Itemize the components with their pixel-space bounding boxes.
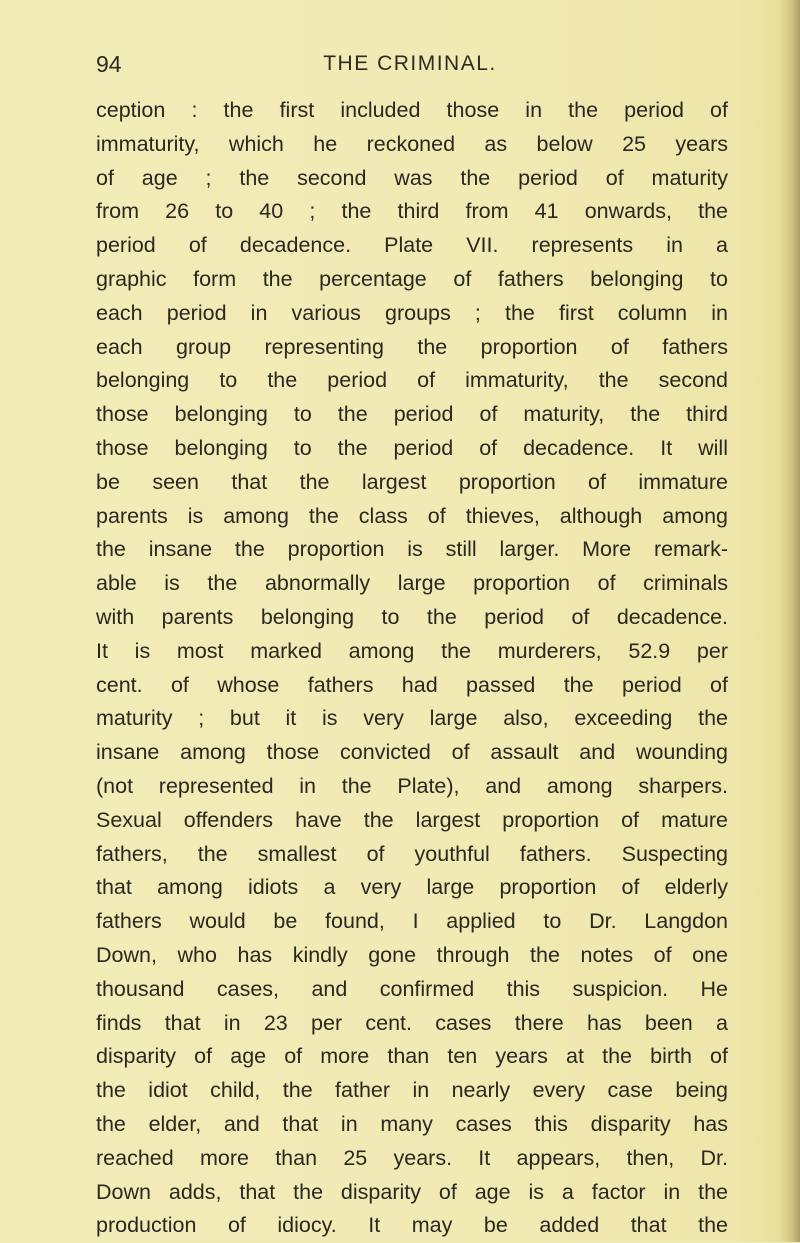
text-line: fathers would be found, I applied to Dr. Langdon — [96, 909, 728, 934]
text-line: production of idiocy. It may be added that the — [96, 1213, 728, 1238]
text-line: It is most marked among the murderers, 52.9 per — [96, 638, 728, 663]
page-header — [96, 48, 724, 88]
text-line: cent. of whose fathers had passed the period of — [96, 672, 728, 697]
text-line: period of decadence. Plate VII. represents in a — [96, 233, 728, 258]
text-line: from 26 to 40 ; the third from 41 onwards, the — [96, 199, 728, 224]
running-title: THE CRIMINAL. — [323, 52, 497, 75]
text-line: insane among those convicted of assault and wounding — [96, 740, 728, 765]
text-line: reached more than 25 years. It appears, then, Dr. — [96, 1145, 728, 1170]
text-line: those belonging to the period of maturity, the third — [96, 402, 728, 427]
text-line: graphic form the percentage of fathers belonging to — [96, 266, 728, 291]
text-line: finds that in 23 per cent. cases there has been a — [96, 1010, 728, 1035]
text-line: disparity of age of more than ten years at the birth of — [96, 1044, 728, 1069]
text-line: the idiot child, the father in nearly every case being — [96, 1078, 728, 1103]
text-line: belonging to the period of immaturity, the second — [96, 368, 728, 393]
text-line: be seen that the largest proportion of immature — [96, 469, 728, 494]
text-line: of age ; the second was the period of maturity — [96, 165, 728, 190]
text-line: (not represented in the Plate), and among sharpers. — [96, 773, 728, 798]
text-line: thousand cases, and confirmed this suspicion. He — [96, 976, 728, 1001]
text-line: ception : the first included those in the period of — [96, 98, 728, 122]
text-line: maturity ; but it is very large also, exceeding the — [96, 706, 728, 731]
text-line: Down, who has kindly gone through the notes of one — [96, 942, 728, 967]
text-line: with parents belonging to the period of decadence. — [96, 604, 728, 629]
body-text — [96, 94, 728, 1243]
text-line: Down adds, that the disparity of age is a factor in the — [96, 1179, 728, 1204]
text-line: parents is among the class of thieves, although among — [96, 503, 728, 528]
text-line: fathers, the smallest of youthful fathers. Suspecting — [96, 841, 728, 866]
text-line: each period in various groups ; the first column in — [96, 300, 728, 325]
page-edge-shadow — [778, 0, 800, 1242]
text-line: immaturity, which he reckoned as below 25 years — [96, 131, 728, 156]
text-line: the elder, and that in many cases this disparity has — [96, 1111, 728, 1136]
text-line: that among idiots a very large proportion of elderly — [96, 875, 728, 900]
text-line: Sexual offenders have the largest proportion of mature — [96, 807, 728, 832]
page-number: 94 — [96, 51, 122, 77]
text-line: each group representing the proportion of fathers — [96, 334, 728, 359]
text-line: able is the abnormally large proportion of criminals — [96, 571, 728, 596]
text-line: the insane the proportion is still larger. More remark- — [96, 537, 728, 562]
text-line: those belonging to the period of decadence. It will — [96, 435, 728, 460]
